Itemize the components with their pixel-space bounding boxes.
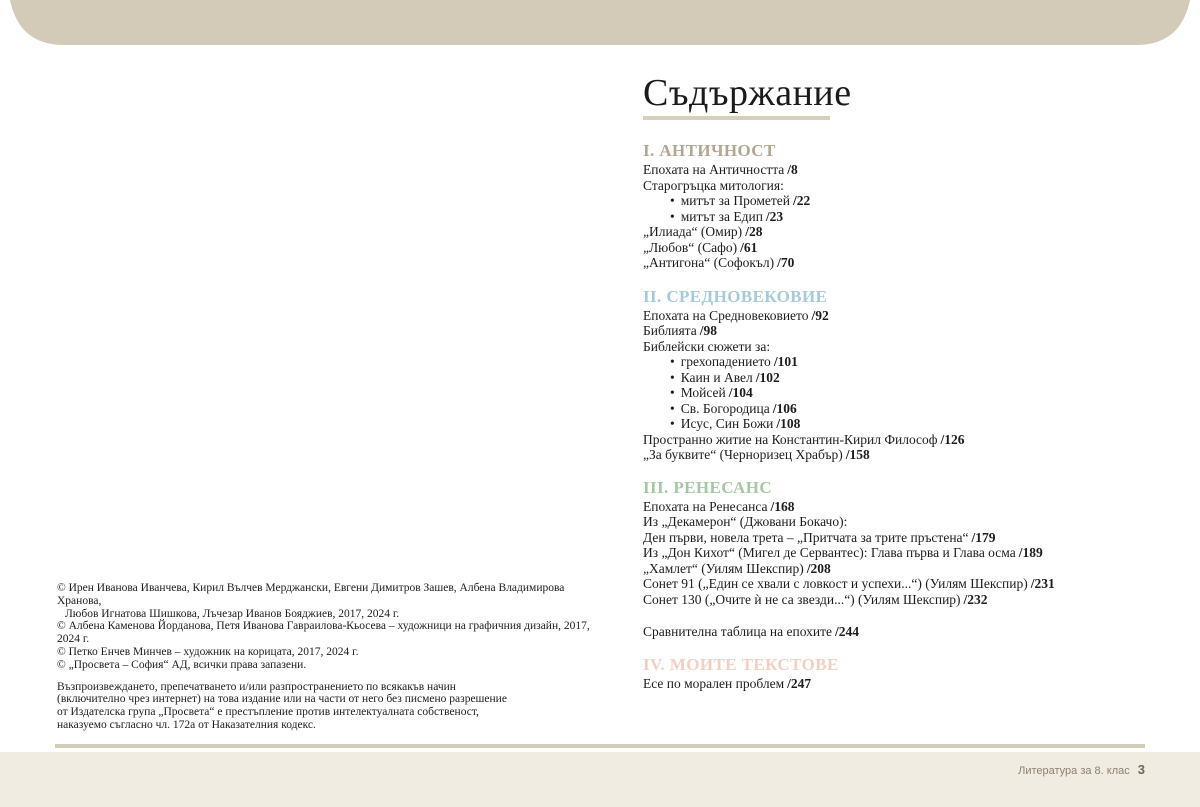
toc-item-text: Библията xyxy=(643,323,697,338)
toc-item-text: „Антигона“ (Софокъл) xyxy=(643,255,775,270)
toc-item-text: „Илиада“ (Омир) xyxy=(643,224,743,239)
toc-item-text: митът за Едип xyxy=(680,208,763,224)
toc-item-text: Епохата на Античността xyxy=(643,162,785,177)
toc-item-page: /179 xyxy=(971,529,996,545)
toc-item-text: Библейски сюжети за: xyxy=(643,338,771,354)
toc-item-text: „Хамлет“ (Уилям Шекспир) xyxy=(643,560,804,576)
toc-item-text: Исус, Син Божи xyxy=(680,416,774,431)
toc-item-text: Пространно житие на Константин-Кирил Философ xyxy=(643,431,938,447)
toc-item-text: Из „Дон Кихот“ (Мигел де Сервантес): Глава първа и Глава осма xyxy=(643,545,1016,560)
toc-item-page: /61 xyxy=(740,239,758,255)
toc-item-text: Епохата на Ренесанса xyxy=(643,498,768,514)
toc-item xyxy=(643,178,1183,194)
colophon xyxy=(57,582,602,765)
toc-item xyxy=(643,530,1183,546)
copyright-line: © Албена Каменова Йорданова, Петя Иванова Гавраилова-Кьосева – художници на графичния дизайн, 2017, 2024 г. xyxy=(57,620,590,646)
toc-item xyxy=(643,676,1183,692)
toc-item xyxy=(643,370,1183,386)
toc-item-text: „Любов“ (Сафо) xyxy=(643,239,738,255)
toc-item-page: /126 xyxy=(940,431,965,447)
toc-item xyxy=(643,401,1183,417)
toc-item-page: /244 xyxy=(835,624,860,639)
toc-item xyxy=(643,308,1183,324)
toc-item-comparative-table xyxy=(643,624,1183,640)
toc-item-text: Сонет 130 („Очите ѝ не са звезди...“) (Уилям Шекспир) xyxy=(643,591,961,607)
toc-item xyxy=(643,447,1183,463)
toc-item-page: /168 xyxy=(770,498,795,514)
toc-item xyxy=(643,224,1183,240)
table-of-contents xyxy=(643,73,1183,691)
toc-section-heading-medieval: II. СРЕДНОВЕКОВИЕ xyxy=(643,286,828,306)
copyright-line: © Ирен Иванова Иванчева, Кирил Вълчев Мерджански, Евгени Димитров Зашев, Албена Владимирова Хранова, xyxy=(57,582,565,607)
toc-item xyxy=(643,240,1183,256)
footer-text xyxy=(1018,762,1145,777)
toc-item-page: /232 xyxy=(963,591,988,607)
toc-item-text: Из „Декамерон“ (Джовани Бокачо): xyxy=(643,514,848,529)
copyright-line: © „Просвета – София“ АД, всички права запазени. xyxy=(57,658,307,671)
footer-book-label: Литература за 8. клас xyxy=(1018,765,1130,777)
header-band xyxy=(0,0,1200,48)
toc-item-page: /108 xyxy=(776,416,801,431)
toc-item xyxy=(643,576,1183,592)
toc-item xyxy=(643,255,1183,271)
toc-item xyxy=(643,385,1183,401)
toc-item xyxy=(643,209,1183,225)
toc-item-text: „За буквите“ (Черноризец Храбър) xyxy=(643,447,843,462)
copyright-line: Любов Игнатова Шишкова, Лъчезар Иванов Бояджиев, 2017, 2024 г. xyxy=(65,607,400,620)
toc-item-page: /8 xyxy=(787,162,798,177)
toc-item-text: Сонет 91 („Един се хвали с ловкост и успехи...“) (Уилям Шекспир) xyxy=(643,576,1028,591)
toc-item xyxy=(643,339,1183,355)
toc-item-text: Старогръцка митология: xyxy=(643,177,784,193)
toc-item-page: /189 xyxy=(1018,545,1043,560)
header-band-shape xyxy=(10,0,1190,45)
toc-item xyxy=(643,545,1183,561)
footer-band xyxy=(0,752,1200,807)
legal-notice-line: наказуемо съгласно чл. 172а от Наказателния кодекс. xyxy=(57,718,316,731)
toc-item-text: Св. Богородица xyxy=(680,400,770,416)
toc-item-text: Сравнителна таблица на епохите xyxy=(643,624,833,639)
toc-item-page: /104 xyxy=(728,385,753,400)
toc-item xyxy=(643,432,1183,448)
toc-item-page: /247 xyxy=(787,675,812,691)
toc-item-text: Ден първи, новела трета – „Притчата за трите пръстена“ xyxy=(643,529,969,545)
toc-item-page: /102 xyxy=(755,369,780,385)
toc-item-page: /70 xyxy=(777,255,795,270)
legal-notice-line: от Издателска група „Просвета“ е престъпление против интелектуалната собственост, xyxy=(57,706,479,719)
toc-item-text: Мойсей xyxy=(680,385,726,400)
toc-item-page: /158 xyxy=(845,447,870,462)
toc-item-page: /23 xyxy=(765,208,784,224)
legal-notice-line: Възпроизвеждането, препечатването и/или разпространението по всякакъв начин xyxy=(57,680,456,693)
toc-item-page: /98 xyxy=(699,323,718,338)
toc-item-text: митът за Прометей xyxy=(680,193,790,208)
toc-item xyxy=(643,162,1183,178)
toc-item-text: Есе по морален проблем xyxy=(643,675,785,691)
toc-item xyxy=(643,499,1183,515)
toc-item xyxy=(643,561,1183,577)
toc-item xyxy=(643,193,1183,209)
toc-item xyxy=(643,592,1183,608)
footer-rule xyxy=(55,744,1145,748)
toc-item xyxy=(643,416,1183,432)
legal-notice xyxy=(57,681,602,732)
toc-item-page: /208 xyxy=(806,560,831,576)
toc-item-page: /101 xyxy=(773,354,798,369)
toc-item-page: /106 xyxy=(772,400,797,416)
toc-item-text: грехопадението xyxy=(680,354,771,369)
toc-item xyxy=(643,354,1183,370)
legal-notice-line: (включително чрез интернет) на това издание или на части от него без писмено разрешение xyxy=(57,693,507,706)
toc-item-page: /22 xyxy=(793,193,811,208)
toc-section-heading-my-texts: IV. МОИТЕ ТЕКСТОВЕ xyxy=(643,654,839,674)
toc-item xyxy=(643,514,1183,530)
toc-item-text: Епохата на Средновековието xyxy=(643,307,809,323)
toc-section-heading-renaissance: III. РЕНЕСАНС xyxy=(643,477,773,497)
footer-page-number: 3 xyxy=(1137,762,1145,777)
copyright-line: © Петко Енчев Минчев – художник на корицата, 2017, 2024 г. xyxy=(57,645,359,658)
toc-item-page: /92 xyxy=(811,307,829,323)
toc-section-heading-antiquity: I. АНТИЧНОСТ xyxy=(643,141,776,160)
toc-item-text: Каин и Авел xyxy=(680,369,753,385)
page-title: Съдържание xyxy=(643,72,852,114)
toc-item-page: /231 xyxy=(1030,576,1055,591)
title-underline xyxy=(643,116,830,120)
toc-item-page: /28 xyxy=(745,224,763,239)
toc-item xyxy=(643,323,1183,339)
